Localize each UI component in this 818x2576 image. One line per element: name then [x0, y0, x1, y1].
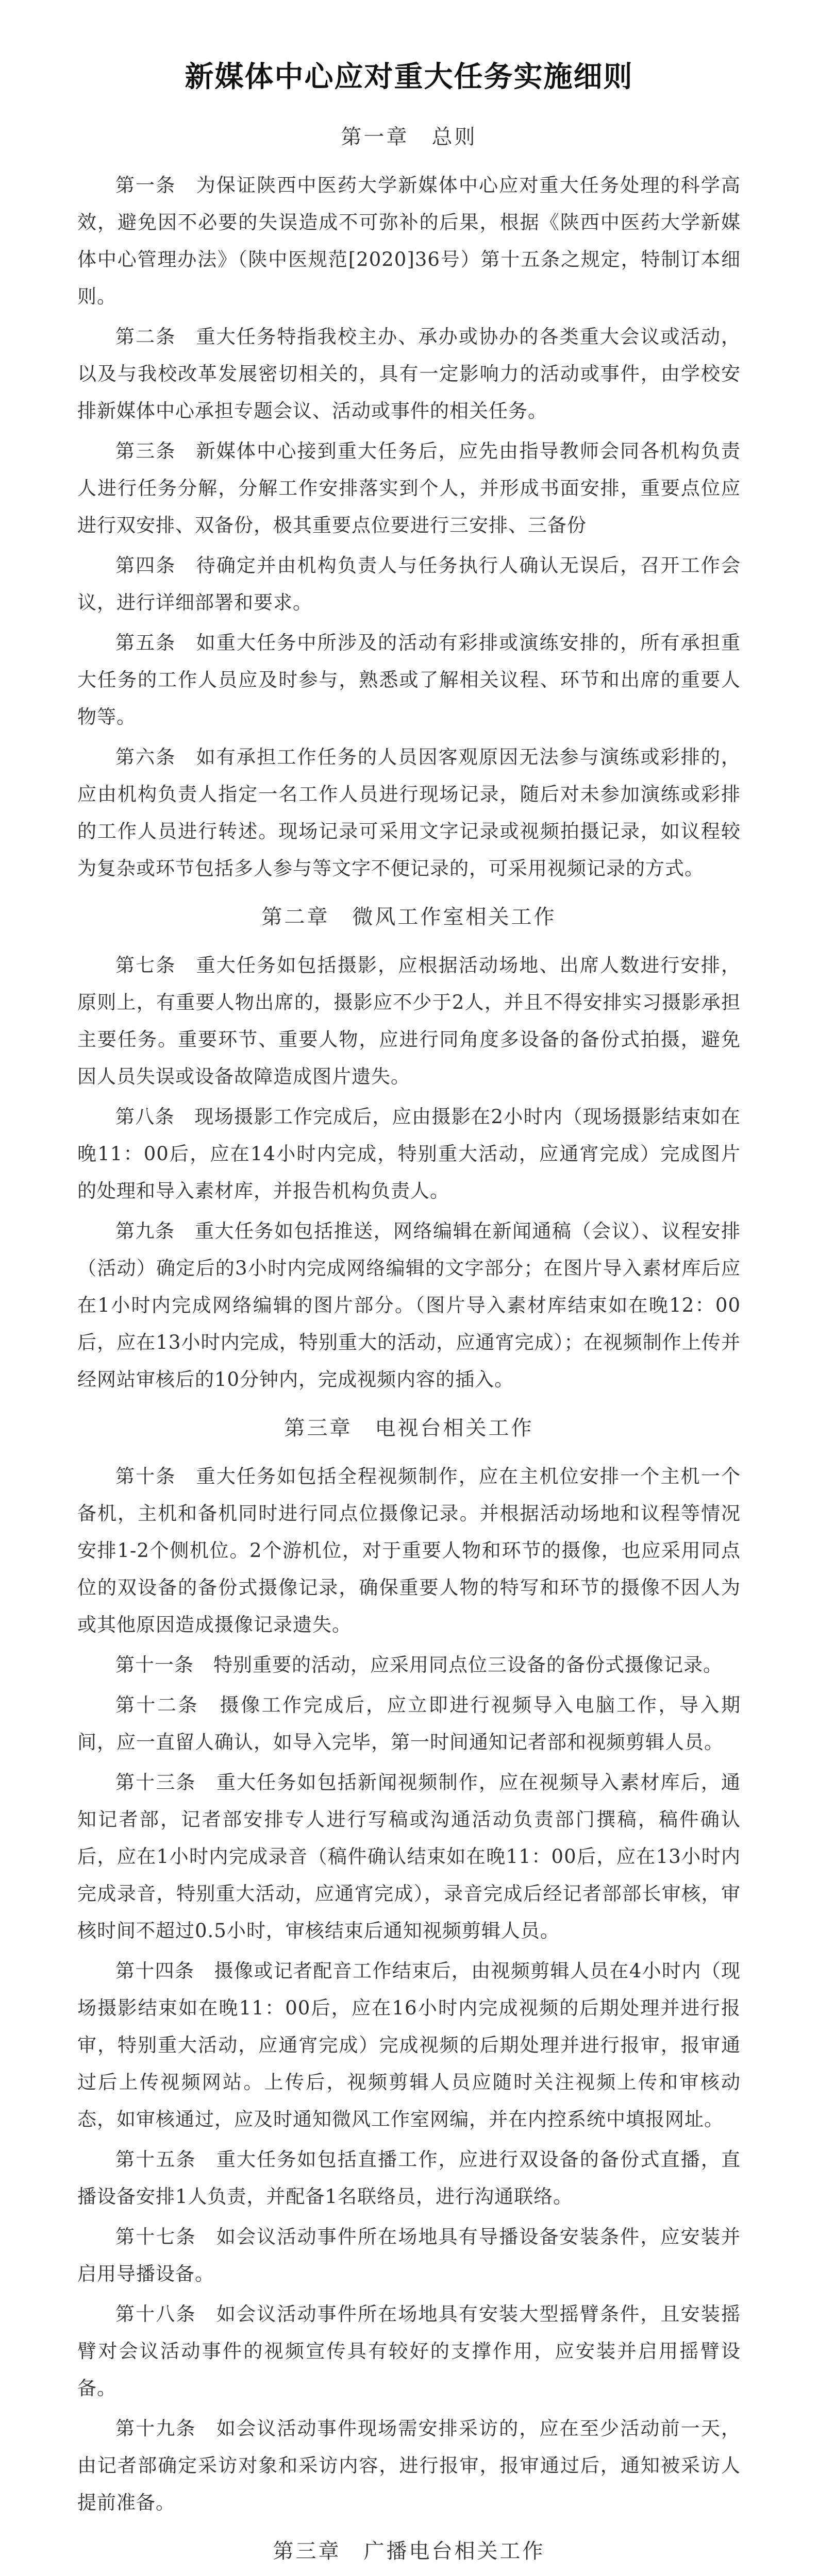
article-6: 第六条 如有承担工作任务的人员因客观原因无法参与演练或彩排的，应由机构负责人指定一名工作人员进行现场记录，随后对未参加演练或彩排的工作人员进行转述。现场记录可采用文字记录或视频拍摄记录，如议程较为复杂或环节包括多人参与等文字不便记录的，可采用视频记录的方式。 — [77, 746, 741, 879]
article-12: 第十二条 摄像工作完成后，应立即进行视频导入电脑工作，导入期间，应一直留人确认，如导入完毕，第一时间通知记者部和视频剪辑人员。 — [77, 1694, 741, 1753]
chapter-title: 第一章 总则 — [341, 125, 477, 149]
article-9: 第九条 重大任务如包括推送，网络编辑在新闻通稿（会议）、议程安排（活动）确定后的3小时内完成网络编辑的文字部分；在图片导入素材库后应在1小时内完成网络编辑的图片部分。（图片导入素材库结束如在晚12：00后，应在13小时内完成，特别重大的活动，应通宵完成）；在视频制作上传并经网站审核后的10分钟内，完成视频内容的插入。 — [77, 1220, 741, 1391]
chapter-title: 第三章 广播电台相关工作 — [273, 2539, 545, 2563]
article-19: 第十九条 如会议活动事件现场需安排采访的，应在至少活动前一天，由记者部确定采访对象和采访内容，进行报审，报审通过后，通知被采访人提前准备。 — [77, 2417, 741, 2514]
article-14: 第十四条 摄像或记者配音工作结束后，由视频剪辑人员在4小时内（现场摄影结束如在晚11：00后，应在16小时内完成视频的后期处理并进行报审，特别重大活动，应通宵完成）完成视频的后期处理并进行报审，报审通过后上传视频网站。上传后，视频剪辑人员应随时关注视频上传和审核动态，如审核通过，应及时通知微风工作室网编，并在内控系统中填报网址。 — [77, 1960, 741, 2130]
article-4: 第四条 待确定并由机构负责人与任务执行人确认无误后，召开工作会议，进行详细部署和要求。 — [77, 554, 741, 614]
article-10: 第十条 重大任务如包括全程视频制作，应在主机位安排一个主机一个备机，主机和备机同时进行同点位摄像记录。并根据活动场地和议程等情况安排1-2个侧机位。2个游机位，对于重要人物和环节的摄像，也应采用同点位的双设备的备份式摄像记录，确保重要人物的特写和环节的摄像不因人为或其他原因造成摄像记录遗失。 — [77, 1465, 741, 1636]
article-5: 第五条 如重大任务中所涉及的活动有彩排或演练安排的，所有承担重大任务的工作人员应及时参与，熟悉或了解相关议程、环节和出席的重要人物等。 — [77, 632, 741, 728]
chapter-title: 第三章 电视台相关工作 — [284, 1416, 534, 1440]
article-1: 第一条 为保证陕西中医药大学新媒体中心应对重大任务处理的科学高效，避免因不必要的失误造成不可弥补的后果，根据《陕西中医药大学新媒体中心管理办法》（陕中医规范[2020]36号）第十五条之规定，特制订本细则。 — [77, 174, 741, 308]
article-13: 第十三条 重大任务如包括新闻视频制作，应在视频导入素材库后，通知记者部，记者部安排专人进行写稿或沟通活动负责部门撰稿，稿件确认后，应在1小时内完成录音（稿件确认结束如在晚11：00后，应在13小时内完成录音，特别重大活动，应通宵完成），录音完成后经记者部部长审核，审核时间不超过0.5小时，审核结束后通知视频剪辑人员。 — [77, 1771, 741, 1942]
article-7: 第七条 重大任务如包括摄影，应根据活动场地、出席人数进行安排，原则上，有重要人物出席的，摄影应不少于2人，并且不得安排实习摄影承担主要任务。重要环节、重要人物，应进行同角度多设备的备份式拍摄，避免因人员失误或设备故障造成图片遗失。 — [77, 954, 741, 1088]
article-17: 第十七条 如会议活动事件所在场地具有导播设备安装条件，应安装并启用导播设备。 — [77, 2226, 741, 2285]
chapter-title: 第二章 微风工作室相关工作 — [261, 905, 557, 929]
article-3: 第三条 新媒体中心接到重大任务后，应先由指导教师会同各机构负责人进行任务分解，分解工作安排落实到个人，并形成书面安排，重要点位应进行双安排、双备份，极其重要点位要进行三安排、三备份 — [77, 440, 741, 536]
article-8: 第八条 现场摄影工作完成后，应由摄影在2小时内（现场摄影结束如在晚11：00后，应在14小时内完成，特别重大活动，应通宵完成）完成图片的处理和导入素材库，并报告机构负责人。 — [77, 1106, 741, 1202]
article-18: 第十八条 如会议活动事件所在场地具有安装大型摇臂条件，且安装摇臂对会议活动事件的视频宣传具有较好的支撑作用，应安装并启用摇臂设备。 — [77, 2303, 741, 2399]
article-2: 第二条 重大任务特指我校主办、承办或协办的各类重大会议或活动，以及与我校改革发展密切相关的，具有一定影响力的活动或事件，由学校安排新媒体中心承担专题会议、活动或事件的相关任务。 — [77, 326, 741, 422]
article-15: 第十五条 重大任务如包括直播工作，应进行双设备的备份式直播，直播设备安排1人负责，并配备1名联络员，进行沟通联络。 — [77, 2148, 741, 2208]
article-11: 第十一条 特别重要的活动，应采用同点位三设备的备份式摄像记录。 — [115, 1654, 723, 1676]
document-title: 新媒体中心应对重大任务实施细则 — [185, 60, 633, 94]
